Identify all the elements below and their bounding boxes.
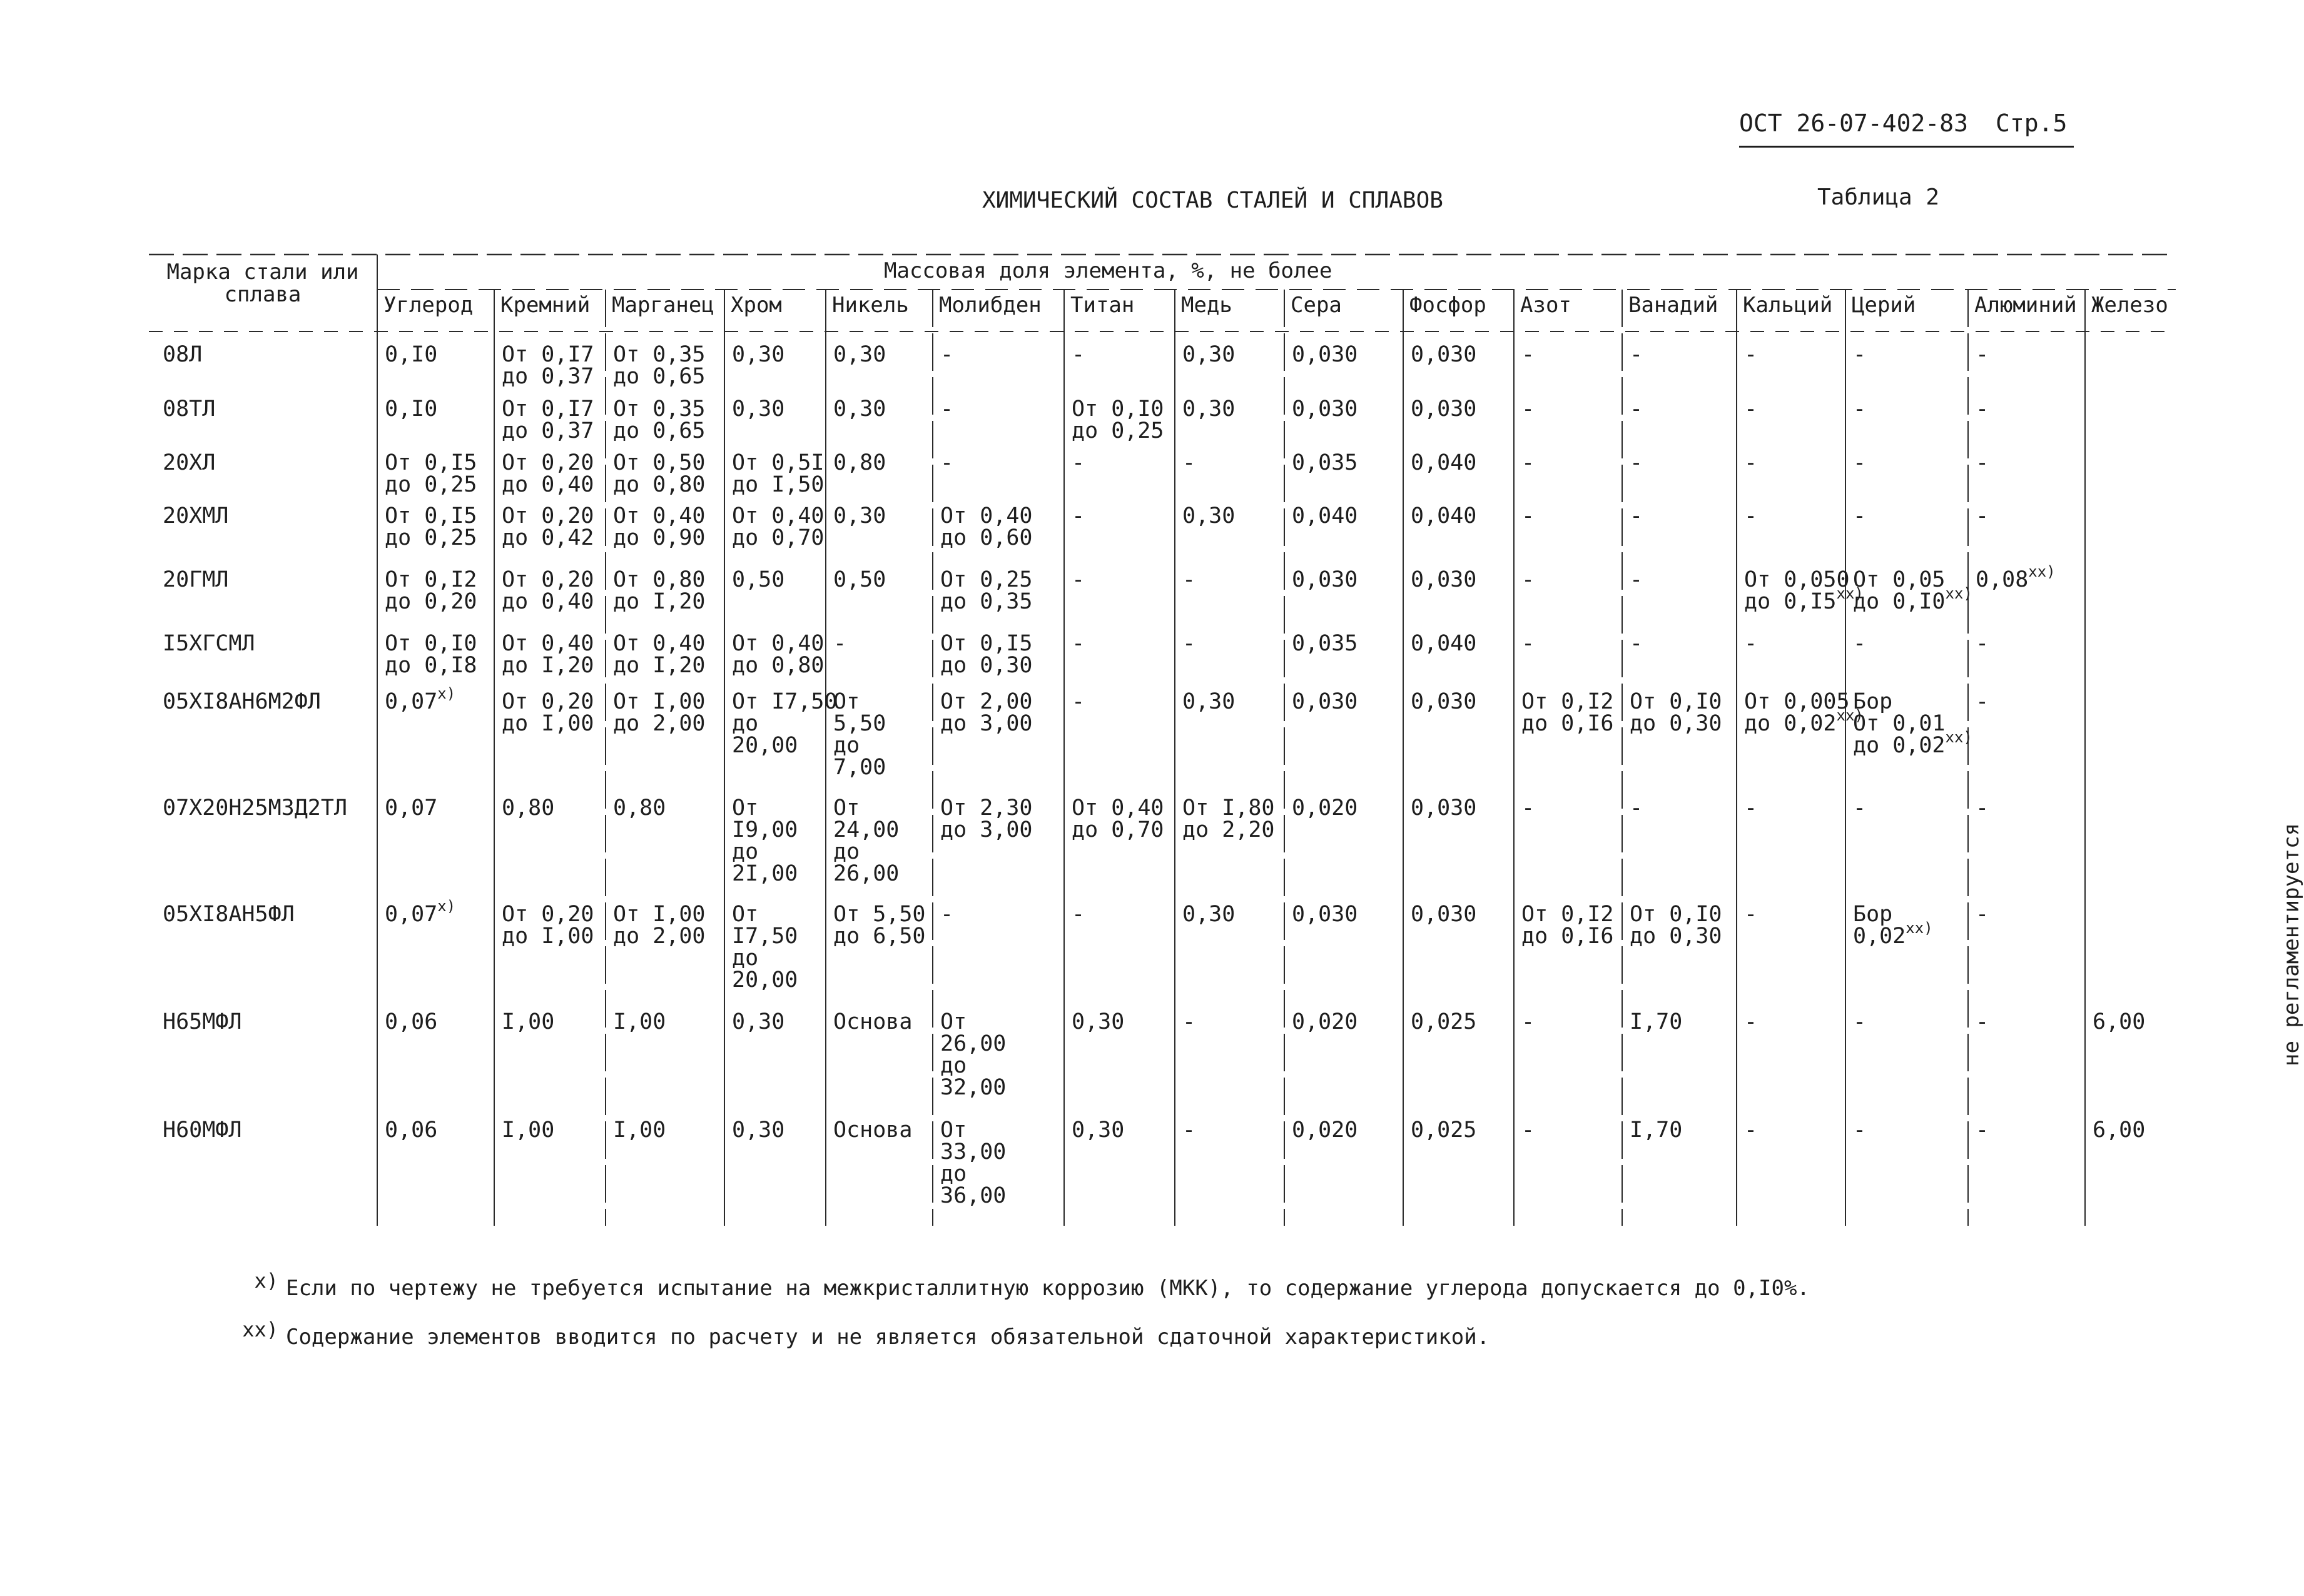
table-cell: - — [1521, 503, 1535, 528]
table-cell: I,00 — [502, 1009, 555, 1034]
composition-table — [149, 253, 2304, 1226]
table-cell: - — [1853, 503, 1867, 528]
table-cell: От 0,35 до 0,65 — [613, 396, 706, 443]
table-cell: 0,020 — [1292, 1009, 1358, 1034]
table-cell: 0,030 — [1411, 396, 1477, 422]
table-cell: 0,030 — [1411, 567, 1477, 592]
table-cell: - — [1853, 1118, 1867, 1143]
table-cell: 0,025 — [1411, 1118, 1477, 1143]
header-column: Фосфор — [1409, 293, 1486, 318]
grade-cell: 08ТЛ — [163, 396, 216, 422]
table-cell: - — [1182, 1118, 1196, 1143]
table-cell: 0,30 — [1182, 902, 1236, 927]
table-cell: 0,035 — [1292, 450, 1358, 475]
table-cell: От 0,I7 до 0,37 — [502, 342, 594, 389]
table-cell: I,00 — [613, 1009, 666, 1034]
table-cell: От 0,5I до I,50 — [732, 450, 825, 497]
table-cell: - — [1072, 450, 1085, 475]
table-cell: От 0,40 до 0,80 — [732, 631, 825, 678]
table-cell: От I,00 до 2,00 — [613, 902, 706, 949]
footnote-mark: xx) — [1836, 585, 1864, 602]
footnote-mark: xx) — [1945, 585, 1972, 602]
header-column: Кальций — [1743, 293, 1833, 318]
table-cell: - — [1976, 503, 1989, 528]
table-cell: - — [1976, 1118, 1989, 1143]
table-cell: - — [940, 396, 954, 422]
table-cell: 0,030 — [1292, 342, 1358, 367]
table-cell: 0,07$^{x)}$ — [385, 685, 456, 714]
table-cell: 0,30 — [833, 342, 886, 367]
footnote-mark: x) — [437, 897, 456, 915]
table-cell: 0,030 — [1292, 902, 1358, 927]
table-cell: От 0,25 до 0,35 — [940, 567, 1033, 614]
table-cell: От 0,I5 до 0,25 — [385, 450, 477, 497]
table-cell: От 0,05 до 0,I0$^{xx)}$ — [1853, 567, 1972, 614]
table-cell: От 0,80 до I,20 — [613, 567, 706, 614]
table-cell: От 0,20 до I,00 — [502, 902, 594, 949]
header-column: Титан — [1070, 293, 1135, 318]
table-cell: От 0,40 до 0,60 — [940, 503, 1033, 550]
table-cell: 0,30 — [732, 1009, 785, 1034]
table-cell: - — [1182, 631, 1196, 656]
table-cell: От 0,40 до I,20 — [502, 631, 594, 678]
footnote-x — [235, 1260, 1986, 1309]
table-cell: От 24,00 до 26,00 — [833, 795, 900, 886]
table-cell: 0,30 — [1072, 1009, 1125, 1034]
table-cell: - — [1976, 689, 1989, 714]
footnote-mark: xx) — [1945, 729, 1972, 746]
table-cell: От 5,50 до 6,50 — [833, 902, 926, 949]
table-cell: От 0,005 до 0,02$^{xx)}$ — [1744, 689, 1864, 736]
table-cell: - — [1521, 567, 1535, 592]
table-cell: Основа — [833, 1009, 913, 1034]
table-cell: - — [1853, 396, 1867, 422]
table-cell: 0,040 — [1411, 450, 1477, 475]
table-cell: От 0,35 до 0,65 — [613, 342, 706, 389]
table-cell: 0,030 — [1411, 689, 1477, 714]
table-cell: 0,30 — [732, 1118, 785, 1143]
table-cell: - — [1976, 342, 1989, 367]
table-cell: - — [1744, 631, 1758, 656]
header-column: Хром — [731, 293, 782, 318]
table-cell: - — [1853, 342, 1867, 367]
table-number: Таблица 2 — [1817, 184, 1940, 210]
table-cell: - — [1521, 1118, 1535, 1143]
table-cell: - — [1744, 342, 1758, 367]
table-cell: От 0,I2 до 0,I6 — [1521, 902, 1614, 949]
table-cell: - — [1630, 450, 1643, 475]
table-cell: От 0,20 до I,00 — [502, 689, 594, 736]
footnote-mark: xx) — [2028, 563, 2056, 580]
table-cell: 0,30 — [1182, 342, 1236, 367]
footnotes — [235, 1260, 1986, 1358]
table-cell: - — [1072, 567, 1085, 592]
table-cell: От 0,50 до 0,80 — [613, 450, 706, 497]
table-cell: 0,040 — [1292, 503, 1358, 528]
table-cell: 0,025 — [1411, 1009, 1477, 1034]
footnote-xx — [235, 1309, 1986, 1358]
table-cell: - — [1072, 503, 1085, 528]
table-cell: От 0,20 до 0,42 — [502, 503, 594, 550]
table-cell: - — [1072, 689, 1085, 714]
table-cell: От I7,50 до 20,00 — [732, 689, 838, 758]
table-cell: - — [1521, 1009, 1535, 1034]
footnote-mark: x) — [254, 1269, 278, 1293]
table-cell: От 0,I7 до 0,37 — [502, 396, 594, 443]
footnote-text: Содержание элементов вводится по расчету и не является обязательной сдаточной характеристикой. — [286, 1325, 1490, 1350]
table-cell: Основа — [833, 1118, 913, 1143]
table-cell: Бор 0,02$^{xx)}$ — [1853, 902, 1933, 949]
table-cell: - — [1182, 450, 1196, 475]
table-cell: От 0,I0 до 0,25 — [1072, 396, 1164, 443]
table-cell: - — [940, 450, 954, 475]
table-cell: От 0,I2 до 0,I6 — [1521, 689, 1614, 736]
table-cell: - — [1182, 1009, 1196, 1034]
table-cell: 0,30 — [1072, 1118, 1125, 1143]
table-cell: 0,30 — [1182, 503, 1236, 528]
table-cell: От 0,050 до 0,I5$^{xx)}$ — [1744, 567, 1864, 614]
table-cell: - — [1976, 631, 1989, 656]
iron-vertical-note: не регламентируется — [2279, 823, 2304, 1066]
table-cell: - — [1521, 631, 1535, 656]
header-column: Медь — [1181, 293, 1232, 318]
table-cell: 0,06 — [385, 1009, 438, 1034]
table-cell: От I7,50 до 20,00 — [732, 902, 798, 992]
table-cell: 0,040 — [1411, 503, 1477, 528]
table-cell: - — [1744, 396, 1758, 422]
table-cell: От 33,00 до 36,00 — [940, 1118, 1007, 1208]
header-underline — [1739, 146, 2074, 148]
table-cell: - — [1182, 567, 1196, 592]
footnote-mark: xx) — [1906, 919, 1933, 937]
grade-cell: Н65МФЛ — [163, 1009, 242, 1034]
grade-cell: 20ХМЛ — [163, 503, 229, 528]
table-cell: От 0,I2 до 0,20 — [385, 567, 477, 614]
table-cell: От I,00 до 2,00 — [613, 689, 706, 736]
table-cell: - — [1744, 902, 1758, 927]
table-cell: - — [940, 902, 954, 927]
table-cell: От I9,00 до 2I,00 — [732, 795, 798, 886]
grade-cell: 07Х20Н25М3Д2ТЛ — [163, 795, 348, 821]
table-cell: 0,040 — [1411, 631, 1477, 656]
table-cell: - — [1630, 631, 1643, 656]
header-column: Железо — [2091, 293, 2168, 318]
table-cell: 0,80 — [502, 795, 555, 821]
table-cell: - — [1976, 795, 1989, 821]
table-cell: 0,30 — [732, 342, 785, 367]
table-cell: 0,035 — [1292, 631, 1358, 656]
header-column: Молибден — [939, 293, 1042, 318]
table-cell: 0,I0 — [385, 396, 438, 422]
table-cell: От 0,I0 до 0,30 — [1630, 902, 1722, 949]
header-column: Никель — [832, 293, 909, 318]
grade-cell: 08Л — [163, 342, 203, 367]
header-column: Углерод — [383, 293, 474, 318]
table-cell: I,00 — [502, 1118, 555, 1143]
table-cell: - — [1744, 795, 1758, 821]
grade-cell: Н60МФЛ — [163, 1118, 242, 1143]
grade-cell: 05ХI8АН5ФЛ — [163, 902, 295, 927]
header-grade: Марка стали или сплава — [166, 260, 359, 307]
header-column: Азот — [1520, 293, 1571, 318]
table-cell: - — [1072, 902, 1085, 927]
table-cell: - — [1630, 342, 1643, 367]
table-cell: От 0,40 до 0,70 — [732, 503, 825, 550]
table-cell: 0,07$^{x)}$ — [385, 897, 456, 927]
table-cell: - — [1521, 396, 1535, 422]
table-cell: - — [1976, 1009, 1989, 1034]
table-cell: 0,030 — [1292, 396, 1358, 422]
table-cell: - — [1521, 342, 1535, 367]
grade-cell: 05ХI8АН6М2ФЛ — [163, 689, 321, 714]
table-cell: - — [1072, 342, 1085, 367]
table-cell: От 2,00 до 3,00 — [940, 689, 1033, 736]
table-cell: 0,030 — [1411, 902, 1477, 927]
table-cell: От 2,30 до 3,00 — [940, 795, 1033, 842]
footnote-mark: xx) — [242, 1318, 278, 1341]
table-cell: 0,80 — [613, 795, 666, 821]
table-cell: 0,50 — [833, 567, 886, 592]
table-cell: - — [1072, 631, 1085, 656]
table-cell: - — [1521, 450, 1535, 475]
table-cell: I,70 — [1630, 1009, 1683, 1034]
table-cell: От 0,40 до 0,70 — [1072, 795, 1164, 842]
table-cell: Бор От 0,01 до 0,02$^{xx)}$ — [1853, 689, 1972, 758]
table-cell: 0,030 — [1411, 342, 1477, 367]
table-cell: От 5,50 до 7,00 — [833, 689, 886, 780]
table-cell: 6,00 — [2093, 1009, 2146, 1034]
table-cell: От 26,00 до 32,00 — [940, 1009, 1007, 1100]
footnote-mark: xx) — [1836, 707, 1864, 724]
table-cell: 0,030 — [1292, 689, 1358, 714]
table-cell: От 0,20 до 0,40 — [502, 450, 594, 497]
table-cell: I,70 — [1630, 1118, 1683, 1143]
header-column: Сера — [1291, 293, 1342, 318]
table-cell: - — [1521, 795, 1535, 821]
table-cell: От 0,I5 до 0,25 — [385, 503, 477, 550]
table-cell: - — [1744, 1118, 1758, 1143]
header-group: Массовая доля элемента, %, не более — [884, 258, 1332, 283]
page-number: Стр.5 — [1996, 109, 2068, 137]
table-cell: От 0,20 до 0,40 — [502, 567, 594, 614]
table-cell: - — [1630, 567, 1643, 592]
document-code: ОСТ 26-07-402-83 — [1739, 109, 1969, 137]
header-column: Марганец — [612, 293, 714, 318]
table-cell: - — [1853, 1009, 1867, 1034]
table-cell: - — [1853, 450, 1867, 475]
table-cell: От I,80 до 2,20 — [1182, 795, 1275, 842]
header-column: Ванадий — [1628, 293, 1718, 318]
table-cell: 0,020 — [1292, 1118, 1358, 1143]
table-cell: От 0,40 до I,20 — [613, 631, 706, 678]
table-cell: - — [1853, 795, 1867, 821]
table-cell: 6,00 — [2093, 1118, 2146, 1143]
table-cell: - — [833, 631, 847, 656]
table-cell: - — [1976, 450, 1989, 475]
table-cell: - — [1744, 1009, 1758, 1034]
table-cell: От 0,I5 до 0,30 — [940, 631, 1033, 678]
table-cell: - — [1744, 503, 1758, 528]
table-cell: 0,30 — [833, 396, 886, 422]
table-cell: - — [1630, 503, 1643, 528]
header-column: Церий — [1852, 293, 1916, 318]
table-cell: От 0,40 до 0,90 — [613, 503, 706, 550]
table-cell: - — [1976, 396, 1989, 422]
table-cell: I,00 — [613, 1118, 666, 1143]
table-cell: 0,80 — [833, 450, 886, 475]
page-title: ХИМИЧЕСКИЙ СОСТАВ СТАЛЕЙ И СПЛАВОВ — [982, 188, 1443, 213]
table-cell: 0,30 — [1182, 689, 1236, 714]
table-cell: 0,030 — [1411, 795, 1477, 821]
table-cell: 0,06 — [385, 1118, 438, 1143]
footnote-mark: x) — [437, 685, 456, 702]
table-cell: - — [1744, 450, 1758, 475]
table-cell: 0,50 — [732, 567, 785, 592]
table-cell: - — [940, 342, 954, 367]
table-cell: 0,30 — [732, 396, 785, 422]
table-cell: 0,08$^{xx)}$ — [1976, 563, 2056, 592]
table-cell: От 0,I0 до 0,I8 — [385, 631, 477, 678]
table-cell: 0,020 — [1292, 795, 1358, 821]
header-column: Алюминий — [1974, 293, 2077, 318]
table-cell: - — [1853, 631, 1867, 656]
grade-cell: 20ХЛ — [163, 450, 216, 475]
header-column: Кремний — [500, 293, 591, 318]
table-cell: 0,I0 — [385, 342, 438, 367]
table-cell: 0,30 — [1182, 396, 1236, 422]
table-cell: 0,07 — [385, 795, 438, 821]
table-cell: 0,30 — [833, 503, 886, 528]
grade-cell: I5ХГСМЛ — [163, 631, 255, 656]
grade-cell: 20ГМЛ — [163, 567, 229, 592]
table-cell: От 0,I0 до 0,30 — [1630, 689, 1722, 736]
footnote-text: Если по чертежу не требуется испытание на межкристаллитную коррозию (МКК), то содержание углерода допускается до 0,I0%. — [286, 1276, 1810, 1301]
table-cell: - — [1630, 396, 1643, 422]
document-header — [1739, 109, 2089, 153]
table-cell: 0,030 — [1292, 567, 1358, 592]
table-cell: - — [1976, 902, 1989, 927]
table-cell: - — [1630, 795, 1643, 821]
